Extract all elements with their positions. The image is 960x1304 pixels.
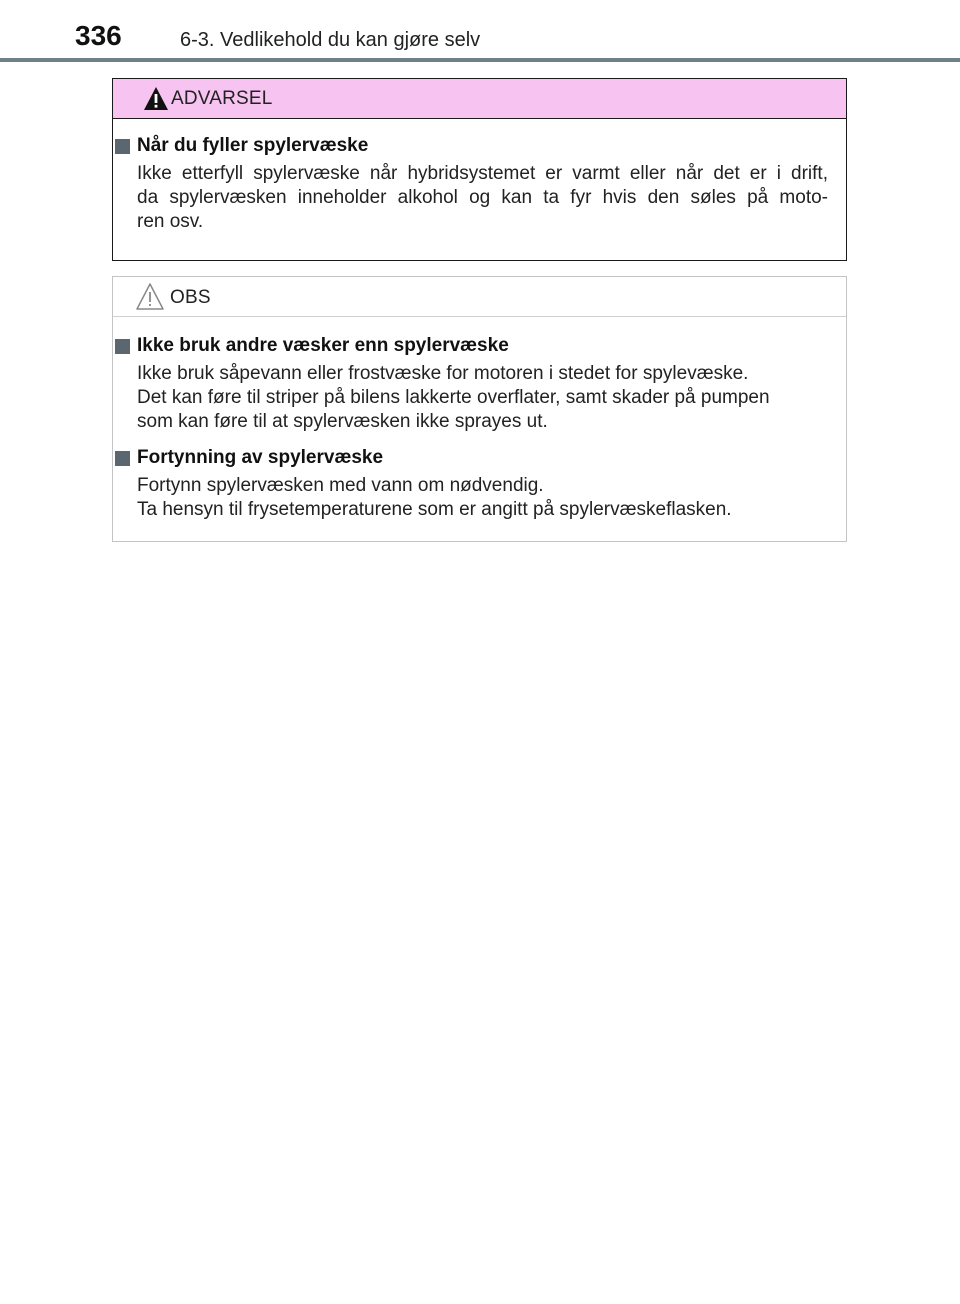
notice-item	[113, 446, 828, 522]
notice-item-title	[137, 334, 828, 358]
notice-item-body	[137, 362, 828, 434]
notice-item-body	[137, 474, 828, 522]
body-line: Ikke etterfyll spylervæske når hybridsystemet er varmt eller når det er i drift,	[137, 163, 828, 184]
warning-item-body	[137, 162, 828, 234]
notice-item-title-text: Fortynning av spylervæske	[137, 447, 384, 468]
warning-box	[112, 78, 847, 261]
body-line: Det kan føre til striper på bilens lakkerte overflater, samt skader på pumpen	[137, 387, 770, 408]
warning-icon	[143, 86, 169, 112]
warning-item-title-text: Når du fyller spylervæske	[137, 135, 369, 156]
warning-content	[113, 119, 846, 234]
warning-header	[113, 79, 846, 119]
square-bullet-icon	[115, 139, 130, 154]
page-number: 336	[75, 20, 122, 51]
notice-header	[113, 277, 846, 317]
notice-box	[112, 276, 847, 542]
square-bullet-icon	[115, 339, 130, 354]
square-bullet-icon	[115, 451, 130, 466]
body-line: da spylervæsken inneholder alkohol og kan ta fyr hvis den søles på moto-	[137, 187, 828, 208]
warning-label: ADVARSEL	[171, 88, 273, 109]
body-line: Ta hensyn til frysetemperaturene som er angitt på spylervæskeflasken.	[137, 499, 732, 520]
notice-content	[113, 317, 846, 522]
body-line: Fortynn spylervæsken med vann om nødvendig.	[137, 475, 544, 496]
caution-icon	[135, 282, 165, 312]
notice-item-title-text: Ikke bruk andre væsker enn spylervæske	[137, 335, 509, 356]
warning-item-title	[137, 134, 828, 158]
notice-label: OBS	[170, 287, 211, 308]
body-line: som kan føre til at spylervæsken ikke sprayes ut.	[137, 411, 548, 432]
page-header	[0, 0, 960, 62]
notice-item-title	[137, 446, 828, 470]
body-line: ren osv.	[137, 211, 204, 232]
body-line: Ikke bruk såpevann eller frostvæske for motoren i stedet for spylevæske.	[137, 363, 749, 384]
header-divider	[0, 58, 960, 62]
notice-item	[113, 334, 828, 434]
warning-item	[113, 134, 828, 234]
section-title: 6-3. Vedlikehold du kan gjøre selv	[180, 29, 481, 51]
